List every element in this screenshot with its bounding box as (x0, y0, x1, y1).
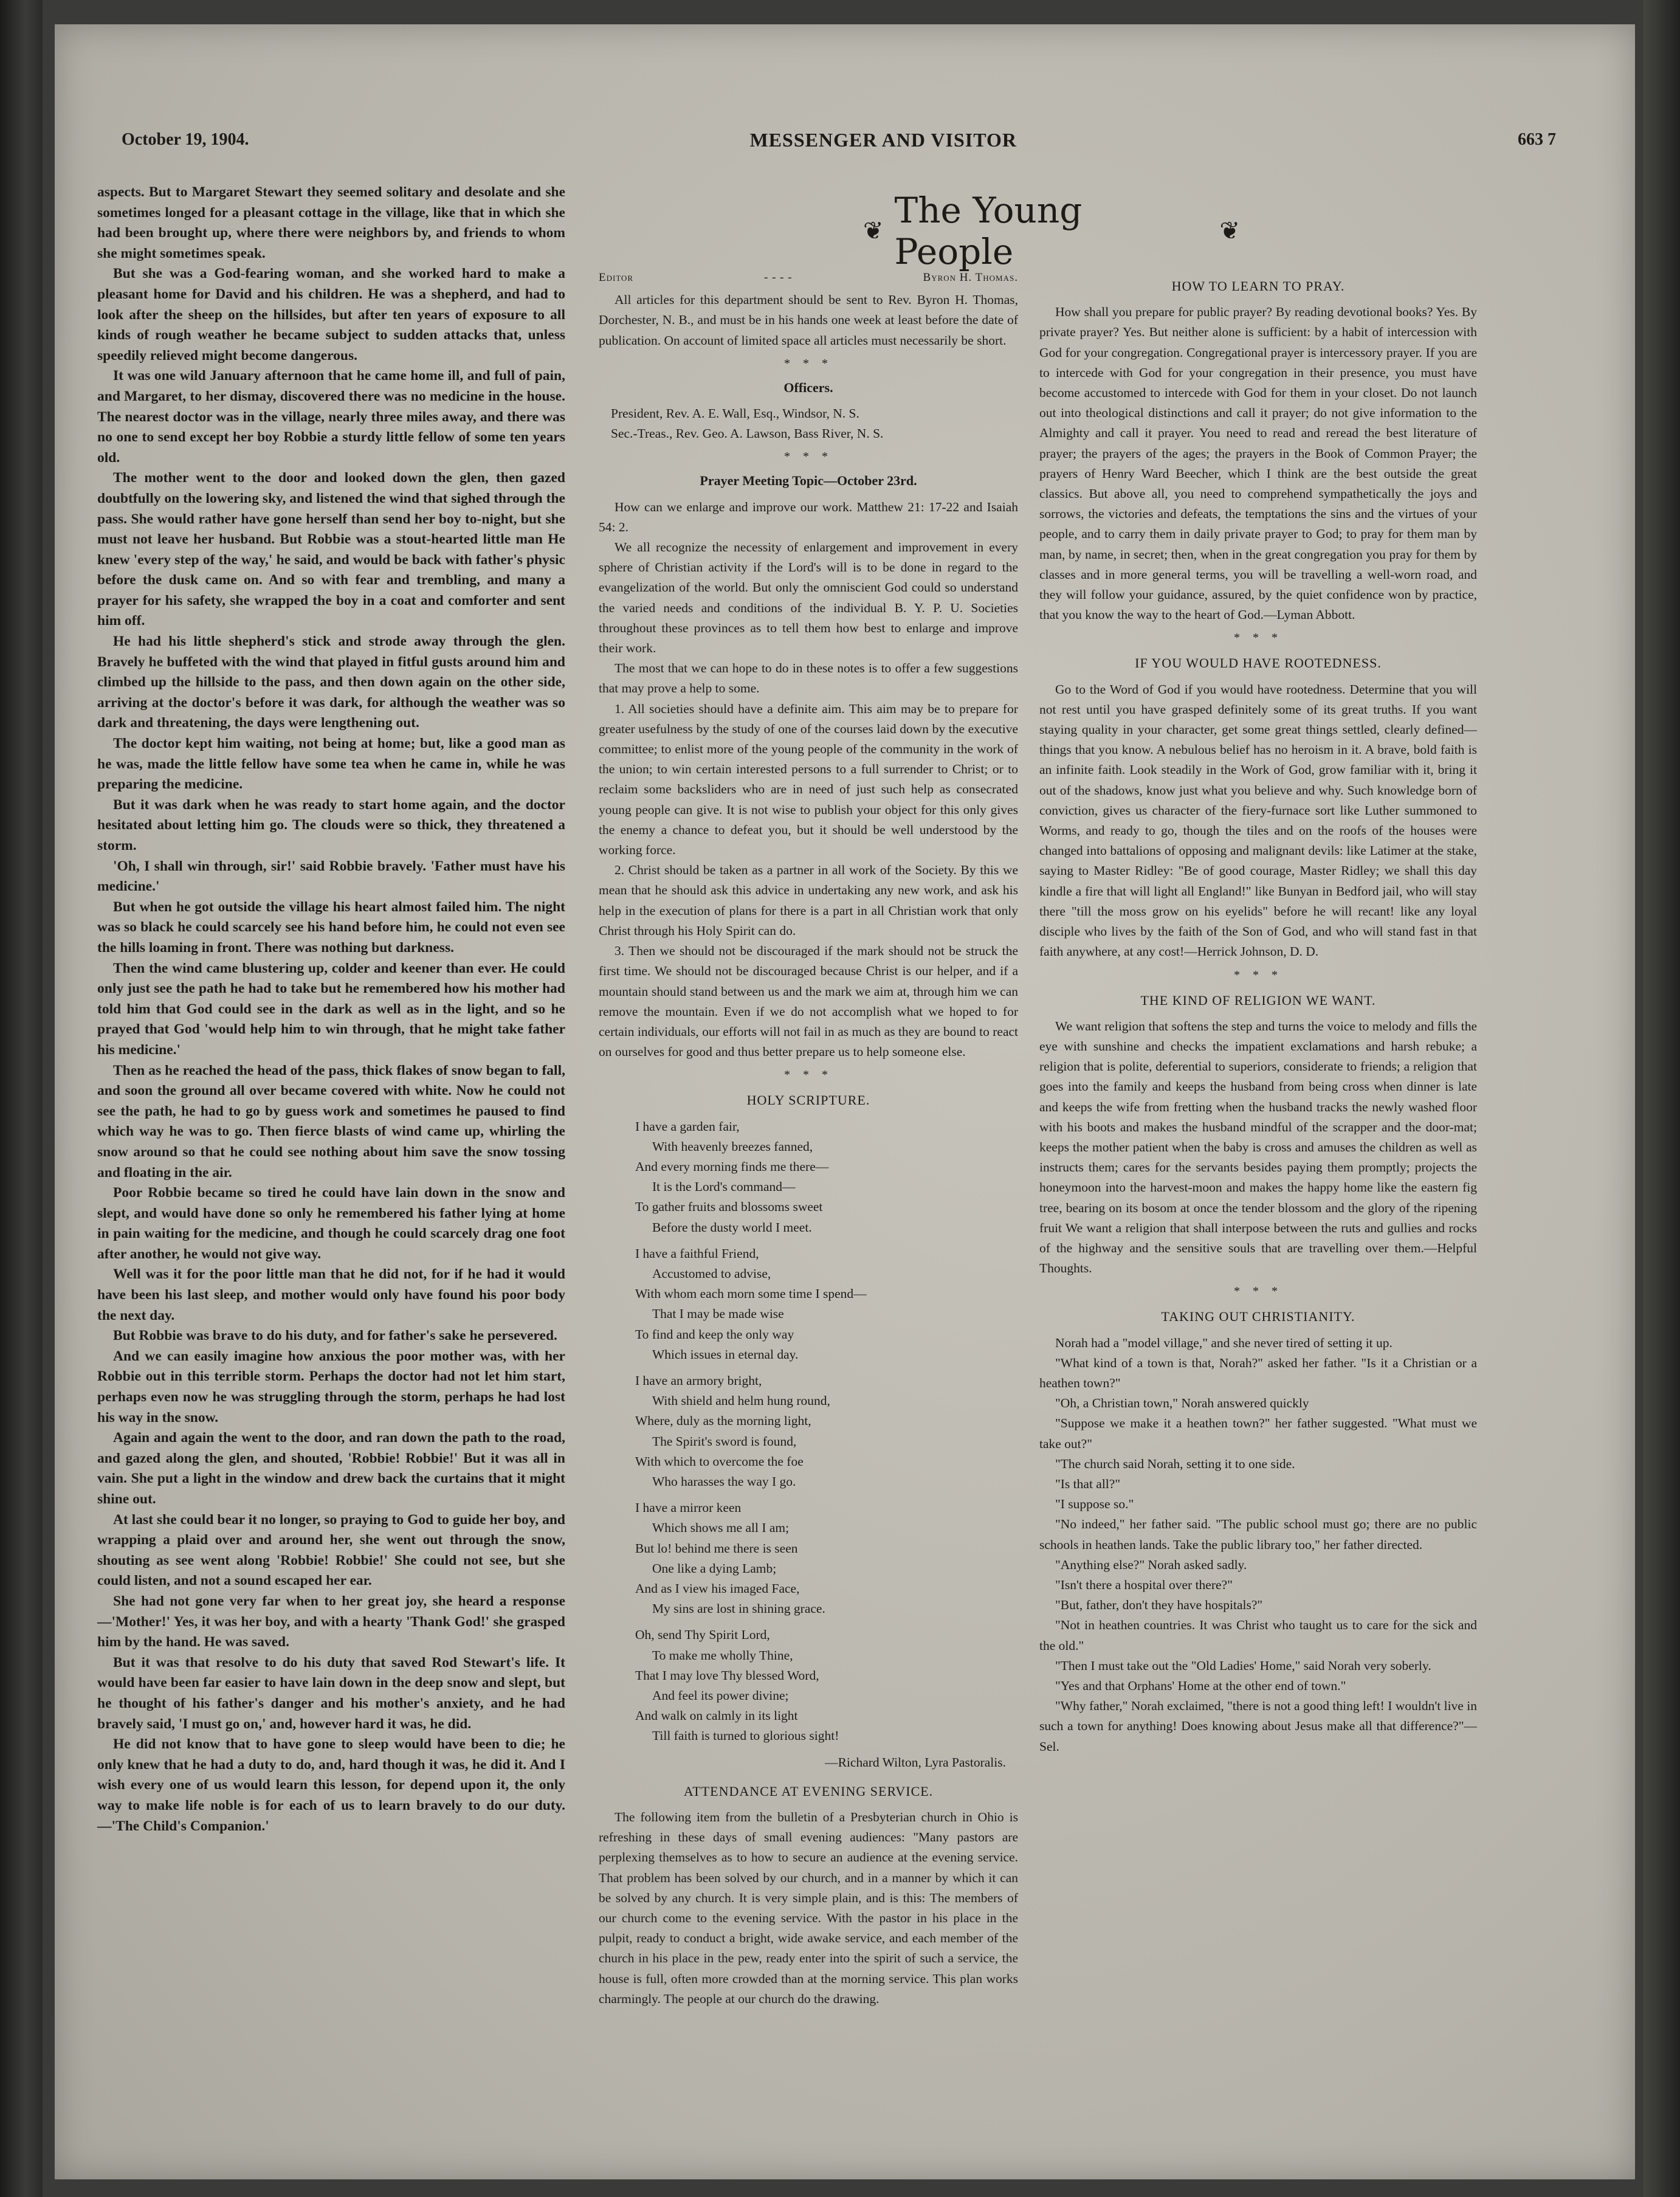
editor-name: Byron H. Thomas. (923, 271, 1018, 284)
story-paragraph: At last she could bear it no longer, so praying to God to guide her boy, and wrapping a plaid over and around her, she went out through the snow, shouting as see went along 'Robbie! Robbie!' She could not see, but she could listen, and not a sound escaped her ear. (97, 1511, 565, 1589)
dialogue-paragraph: "Is that all?" (1055, 1476, 1121, 1491)
poem-line: To gather fruits and blossoms sweet (635, 1199, 823, 1215)
section-divider-stars: * * * (784, 356, 833, 370)
religion-text: We want religion that softens the step and turns the voice to melody and fills the eye with sunshine and checks the impatient exclamations and harsh rebuke; a religion that is polite, deferential to superiors, considerate to friends; a religion that goes into the family and keeps the husband from being cross when dinner is late and keeps the wife from fretting when the husband tracks the newly washed floor with his boots and makes the husband mindful of the scrapper and the door-mat; keeps the mother patient when the baby is cross and amuses the children as well as instructs them; cares for the servants besides paying them promptly; projects the honeymoon into the harvest-moon and makes the happy home like the eastern fig tree, bearing on its bosom at once the tender blossom and the glory of the ripening fruit We want a religion that shall interpose between the ruts and gullies and rocks of the highway and the sensitive souls that are travelling over them.—Helpful Thoughts. (1039, 1018, 1477, 1276)
column-articles (1039, 267, 1477, 1757)
poem-line: But lo! behind me there is seen (635, 1540, 798, 1556)
column-story (97, 182, 565, 1837)
christianity-body (1039, 1333, 1477, 1757)
dialogue-paragraph: "Oh, a Christian town," Norah answered quickly (1055, 1396, 1309, 1411)
dialogue-paragraph: Norah had a "model village," and she never tired of setting it up. (1055, 1335, 1393, 1350)
pray-heading: HOW TO LEARN TO PRAY. (1171, 278, 1345, 294)
topic-heading: Prayer Meeting Topic—October 23rd. (700, 473, 917, 489)
poem-attribution: —Richard Wilton, Lyra Pastoralis. (825, 1754, 1006, 1770)
poem-stanza (635, 1498, 1018, 1619)
submission-notice: All articles for this department should be sent to Rev. Byron H. Thomas, Dorchester, N. B., and must be in his hands one week at least before the date of publication. On account of limited space all articles must necessarily be short. (599, 292, 1018, 348)
dialogue-paragraph: "Yes and that Orphans' Home at the other end of town." (1055, 1678, 1346, 1693)
section-divider-stars: * * * (1234, 1285, 1282, 1299)
poem-line: And every morning finds me there— (635, 1159, 829, 1174)
section-divider-stars: * * * (1234, 968, 1282, 982)
topic-paragraph: 2. Christ should be taken as a partner in all work of the Society. By this we mean that he should ask this advice in undertaking any new work, and ask his help in the execution of plans for there is a part in all Christian work that only Christ through his Holy Spirit can do. (599, 863, 1018, 938)
editor-dashes: - - - - (764, 271, 793, 284)
department-title (863, 190, 1240, 272)
poem-line: And feel its power divine; (652, 1688, 789, 1703)
poem-stanza (635, 1625, 1018, 1746)
story-paragraph: But it was dark when he was ready to start home again, and the doctor hesitated about letting him go. The clouds were so thick, they threatened a storm. (97, 796, 565, 854)
rootedness-text: Go to the Word of God if you would have rootedness. Determine that you will not rest until you have grasped definitely some of its great truths. If you want staying quality in your character, get some great things settled, clearly defined—things that you know. A nebulous belief has no heroism in it. A brave, bold faith is an infinite faith. Look steadily in the Work of God, grow familiar with it, bring it out of the shadows, know just what you believe and why. Such knowledge born of conviction, gives us character of the fiery-furnace sort like Luther summoned to Worms, and ready to go, though the tiles and on the roofs of the houses were changed into battalions of opposing and malignant devils: like Latimer at the stake, saying to Master Ridley: "Be of good courage, Master Ridley; we shall this day kindle a fire that will light all England!" like Bunyan in Bedford jail, who will stay there "till the moss grow on his eyelids" before he will recant! like any loyal disciple who lives by the faith of the Son of God, and who will stand fast in that faith anywhere, at any cost!—Herrick Johnson, D. D. (1039, 681, 1477, 959)
topic-body (599, 497, 1018, 1063)
poem-line: To find and keep the only way (635, 1326, 794, 1342)
editor-line (599, 267, 1018, 288)
story-paragraph: Then as he reached the head of the pass, thick flakes of snow began to fall, and soon the ground all over became covered with white. Now he could not see the path, he had to go by guess work and sometimes he paused to find which way he was to go. Then fierce blasts of wind came up, whirling the snow around so that he could see nothing about him save the snow tossing and floating in the air. (97, 1062, 565, 1181)
pray-text: How shall you prepare for public prayer? By reading devotional books? Yes. By private prayer? Yes. But neither alone is sufficient: by a habit of intercession with God for your congregation. Congregational prayer is intercessory prayer. If you are to intercede with God for your congregation in their presence, you must have become accustomed to intercede with God for them in your closet. Do not launch out into theological distinctions and call it prayer; do not give information to the Almighty and call it prayer. You need to read and reread the best literature of prayer; the prayers of the ages; the prayers in the Book of Common Prayer; the prayers of Henry Ward Beecher, which I think are the best outside the great classics. But above all, you need to comprehend sympathetically the joys and sorrows, the victories and defeats, the temptations the sins and the virtues of your people, and to carry them in daily private prayer to God; to pray for them man by man, by name, in secret; then, when in the great congregation you pray for them by classes and in more general terms, you will be travelling a well-worn road, and they will follow your guidance, assured, by the quiet confidence won by practice, that you know the way to the heart of God.—Lyman Abbott. (1039, 305, 1477, 623)
attendance-text: The following item from the bulletin of a Presbyterian church in Ohio is refreshing in these days of small evening audiences: "Many pastors are perplexing themselves as to how to secure an audience at the evening service. That problem has been solved by our church, and in a manner by which it can be solved by any church. It is very simple plain, and is this: The members of our church come to the evening service. With the pastor in his place in the pulpit, ready to conduct a bright, wide awake service, and each member of the church in his place in the pew, ready enter into the spirit of such a service, the house is full, often more crowded than at the morning service. This plan works charmingly. The people at our church do the drawing. (599, 1810, 1018, 2006)
dialogue-paragraph: "Then I must take out the "Old Ladies' Home," said Norah very soberly. (1055, 1658, 1431, 1673)
poem-line: With whom each morn some time I spend— (635, 1286, 867, 1302)
story-paragraph: And we can easily imagine how anxious the poor mother was, with her Robbie out in this terrible storm. Perhaps the doctor had not let him start, perhaps even now he was struggling through the storm, perhaps he had lost his way in the snow. (97, 1348, 565, 1426)
poem-stanza (635, 1244, 1018, 1365)
story-paragraph: Again and again the went to the door, and ran down the path to the road, and gazed along the glen, and shouted, 'Robbie! Robbie!' But it was all in vain. She put a light in the window and drew back the curtains that it might shine out. (97, 1430, 565, 1507)
dialogue-paragraph: "But, father, don't they have hospitals?" (1055, 1598, 1263, 1613)
dialogue-paragraph: "What kind of a town is that, Norah?" asked her father. "Is it a Christian or a heathen town?" (1039, 1355, 1477, 1390)
scan-edge-left (0, 0, 43, 2197)
poem-line: That I may love Thy blessed Word, (635, 1668, 819, 1683)
story-paragraph: He did not know that to have gone to sleep would have been to die; he only knew that he had a duty to do, and, hard though it was, he did it. And I wish every one of us would learn this lesson, for depend upon it, the only way to make life noble is for each of us to learn bravely to do our duty.—'The Child's Companion.' (97, 1736, 565, 1834)
poem-line: Accustomed to advise, (652, 1266, 771, 1281)
topic-paragraph: 1. All societies should have a definite aim. This aim may be to prepare for greater usefulness by the study of one of the courses laid down by the executive committee; to enlist more of the young people of the community in the work of the union; to win certain interested persons to a full surrender to Christ; or to reclaim some backsliders who are in need of just such help as consecrated young people can give. It is not wise to publish your object for this only gives the enemy a chance to defeat you, but it should be well understood by the working force. (599, 701, 1018, 858)
right-fleuron-icon: ❦ (1219, 217, 1240, 245)
topic-paragraph: How can we enlarge and improve our work. Matthew 21: 17-22 and Isaiah 54: 2. (599, 499, 1018, 534)
topic-paragraph: The most that we can hope to do in these notes is to offer a few suggestions that may prove a help to some. (599, 661, 1018, 696)
poem-line: I have a mirror keen (635, 1500, 742, 1516)
poem-body (599, 1117, 1018, 1747)
officers-heading: Officers. (783, 379, 833, 395)
poem-line: Oh, send Thy Spirit Lord, (635, 1627, 770, 1643)
story-paragraph: But she was a God-fearing woman, and she worked hard to make a pleasant home for David and his children. He was a shepherd, and had to look after the sheep on the hillsides, but after ten years of exposure to all kinds of rough weather he became subject to sudden attacks that, unless speedily relieved might become dangerous. (97, 266, 565, 364)
poem-line: Where, duly as the morning light, (635, 1413, 811, 1429)
editor-label: Editor (599, 271, 634, 284)
poem-line: And walk on calmly in its light (635, 1708, 798, 1723)
poem-line: To make me wholly Thine, (652, 1647, 793, 1663)
column-young-people (599, 267, 1018, 2009)
paper-title: MESSENGER AND VISITOR (749, 128, 1017, 151)
story-paragraph: Poor Robbie became so tired he could have lain down in the snow and slept, and would have done so only he remembered his father lying at home in pain waiting for the medicine, and though he could scarcely drag one foot after another, he would not give way. (97, 1185, 565, 1262)
poem-line: The Spirit's sword is found, (652, 1433, 797, 1449)
dialogue-paragraph: "Anything else?" Norah asked sadly. (1055, 1557, 1247, 1572)
poem-line: Till faith is turned to glorious sight! (652, 1728, 839, 1743)
department-title-text: The Young People (894, 190, 1083, 272)
poem-line: It is the Lord's command— (652, 1179, 796, 1195)
poem-line: Which shows me all I am; (652, 1520, 790, 1536)
poem-line: With heavenly breezes fanned, (652, 1139, 813, 1154)
section-divider-stars: * * * (784, 450, 833, 464)
poem-line: I have a faithful Friend, (635, 1246, 759, 1261)
officer-president: President, Rev. A. E. Wall, Esq., Windsor, N. S. (611, 406, 859, 421)
dialogue-paragraph: "The church said Norah, setting it to one side. (1055, 1456, 1295, 1471)
dialogue-paragraph: "I suppose so." (1055, 1497, 1134, 1512)
poem-line: Before the dusty world I meet. (652, 1219, 812, 1235)
poem-heading: HOLY SCRIPTURE. (746, 1092, 870, 1108)
story-paragraph: But Robbie was brave to do his duty, and for father's sake he persevered. (113, 1328, 557, 1344)
dialogue-paragraph: "No indeed," her father said. "The public school must go; there are no public schools in heathen lands. Take the public library too," her father directed. (1039, 1517, 1477, 1552)
story-paragraph: 'Oh, I shall win through, sir!' said Robbie bravely. 'Father must have his medicine.' (97, 858, 565, 895)
poem-line: That I may be made wise (652, 1306, 784, 1322)
story-paragraph: She had not gone very far when to her great joy, she heard a response—'Mother!' Yes, it was her boy, and with a hearty 'Thank God!' she grasped him by the hand. He was saved. (97, 1593, 565, 1650)
story-paragraph: He had his little shepherd's stick and strode away through the glen. Bravely he buffeted with the wind that played in fitful gusts around him and climbed up the hillside to the pass, and then down again on the other side, arriving at the doctor's before it was dark, for although the weather was so dark and threatening, the days were lengthening out. (97, 633, 565, 731)
poem-line: I have an armory bright, (635, 1373, 762, 1388)
page-number: 663 7 (1517, 130, 1556, 149)
section-divider-stars: * * * (784, 1068, 833, 1082)
topic-paragraph: We all recognize the necessity of enlargement and improvement in every sphere of Christian activity if the Lord's will is to be done in regard to the evangelization of the world. But only the omniscient God could so understand the varied needs and conditions of the individual B. Y. P. U. Societies throughout these provinces as to tell them how best to enlarge and improve their work. (599, 540, 1018, 656)
story-paragraph: But it was that resolve to do his duty that saved Rod Stewart's life. It would have been far easier to have lain down in the deep snow and slept, but he thought of his father's danger and his mother's anxiety, and he had bravely said, 'I must go on,' and, however hard it was, he did. (97, 1654, 565, 1732)
rootedness-heading: IF YOU WOULD HAVE ROOTEDNESS. (1135, 655, 1382, 671)
poem-stanza (635, 1371, 1018, 1492)
section-divider-stars: * * * (1234, 631, 1282, 645)
poem-line: And as I view his imaged Face, (635, 1581, 800, 1596)
running-head (122, 122, 1556, 158)
story-paragraph: The mother went to the door and looked down the glen, then gazed doubtfully on the lowering sky, and listened the wind that sighed through the pass. She would rather have gone herself than send her boy to-night, but she must not leave her husband. But Robbie was a stout-hearted little man He knew 'every step of the way,' he said, and would be back with father's physic before the dusk came on. And so with fear and trembling, and many a prayer for his safety, she wrapped the boy in a coat and comforter and sent him off. (97, 470, 565, 629)
story-paragraph: Then the wind came blustering up, colder and keener than ever. He could only just see the path he had to take but he remembered how his mother had told him that God could see in the dark as well as in the light, and so he prayed that God 'would help him to win through, that he might take father his medicine.' (97, 960, 565, 1058)
dialogue-paragraph: "Suppose we make it a heathen town?" her father suggested. "What must we take out?" (1039, 1416, 1477, 1451)
story-paragraph: But when he got outside the village his heart almost failed him. The night was so black he could scarcely see his hand before him, he could not even see the hills loaming in front. There was nothing but darkness. (97, 898, 565, 956)
poem-stanza (635, 1117, 1018, 1238)
poem-line: My sins are lost in shining grace. (652, 1601, 825, 1616)
attendance-heading: ATTENDANCE AT EVENING SERVICE. (683, 1783, 934, 1799)
dialogue-paragraph: "Not in heathen countries. It was Christ who taught us to care for the sick and the old." (1039, 1618, 1477, 1653)
left-fleuron-icon: ❦ (863, 217, 884, 245)
story-paragraph: Well was it for the poor little man that he did not, for if he had it would have been his last sleep, and mother would only have found his poor body the next day. (97, 1266, 565, 1323)
story-paragraph: The doctor kept him waiting, not being at home; but, like a good man as he was, made the little fellow have some tea when he came in, while he was preparing the medicine. (97, 736, 565, 793)
topic-paragraph: 3. Then we should not be discouraged if the mark should not be struck the first time. We should not be discouraged because Christ is our helper, and if a mountain should stand between us and the mark we aim at, through him we can remove the mountain. Even if we do not accomplish what we hoped to for certain individuals, our efforts will not fail in as much as they are bound to react on ourselves for good and thus better prepare us to help someone else. (599, 943, 1018, 1060)
poem-line: Who harasses the way I go. (652, 1474, 796, 1489)
religion-heading: THE KIND OF RELIGION WE WANT. (1140, 992, 1376, 1008)
story-paragraph: aspects. But to Margaret Stewart they seemed solitary and desolate and she sometimes longed for a pleasant cottage in the village, like that in which she had been brought up, where there were neighbors by, and friends to whom she might sometimes speak. (97, 184, 565, 261)
scan-edge-right (1644, 0, 1680, 2197)
poem-line: I have a garden fair, (635, 1119, 740, 1134)
officer-secretary: Sec.-Treas., Rev. Geo. A. Lawson, Bass River, N. S. (611, 426, 884, 441)
dialogue-paragraph: "Why father," Norah exclaimed, "there is not a good thing left! I wouldn't live in such a town for anything! Does knowing about Jesus make all that difference?"—Sel. (1039, 1699, 1477, 1754)
poem-line: One like a dying Lamb; (652, 1561, 777, 1576)
poem-line: With shield and helm hung round, (652, 1393, 830, 1409)
dialogue-paragraph: "Isn't there a hospital over there?" (1055, 1577, 1233, 1592)
issue-date: October 19, 1904. (122, 130, 249, 149)
christianity-heading: TAKING OUT CHRISTIANITY. (1161, 1309, 1355, 1325)
poem-line: With which to overcome the foe (635, 1454, 804, 1469)
poem-line: Which issues in eternal day. (652, 1347, 799, 1362)
story-paragraph: It was one wild January afternoon that he came home ill, and full of pain, and Margaret, to her dismay, discovered there was no medicine in the house. The nearest doctor was in the village, nearly three miles away, and there was no one to send except her boy Robbie a sturdy little fellow of some ten years old. (97, 368, 565, 466)
